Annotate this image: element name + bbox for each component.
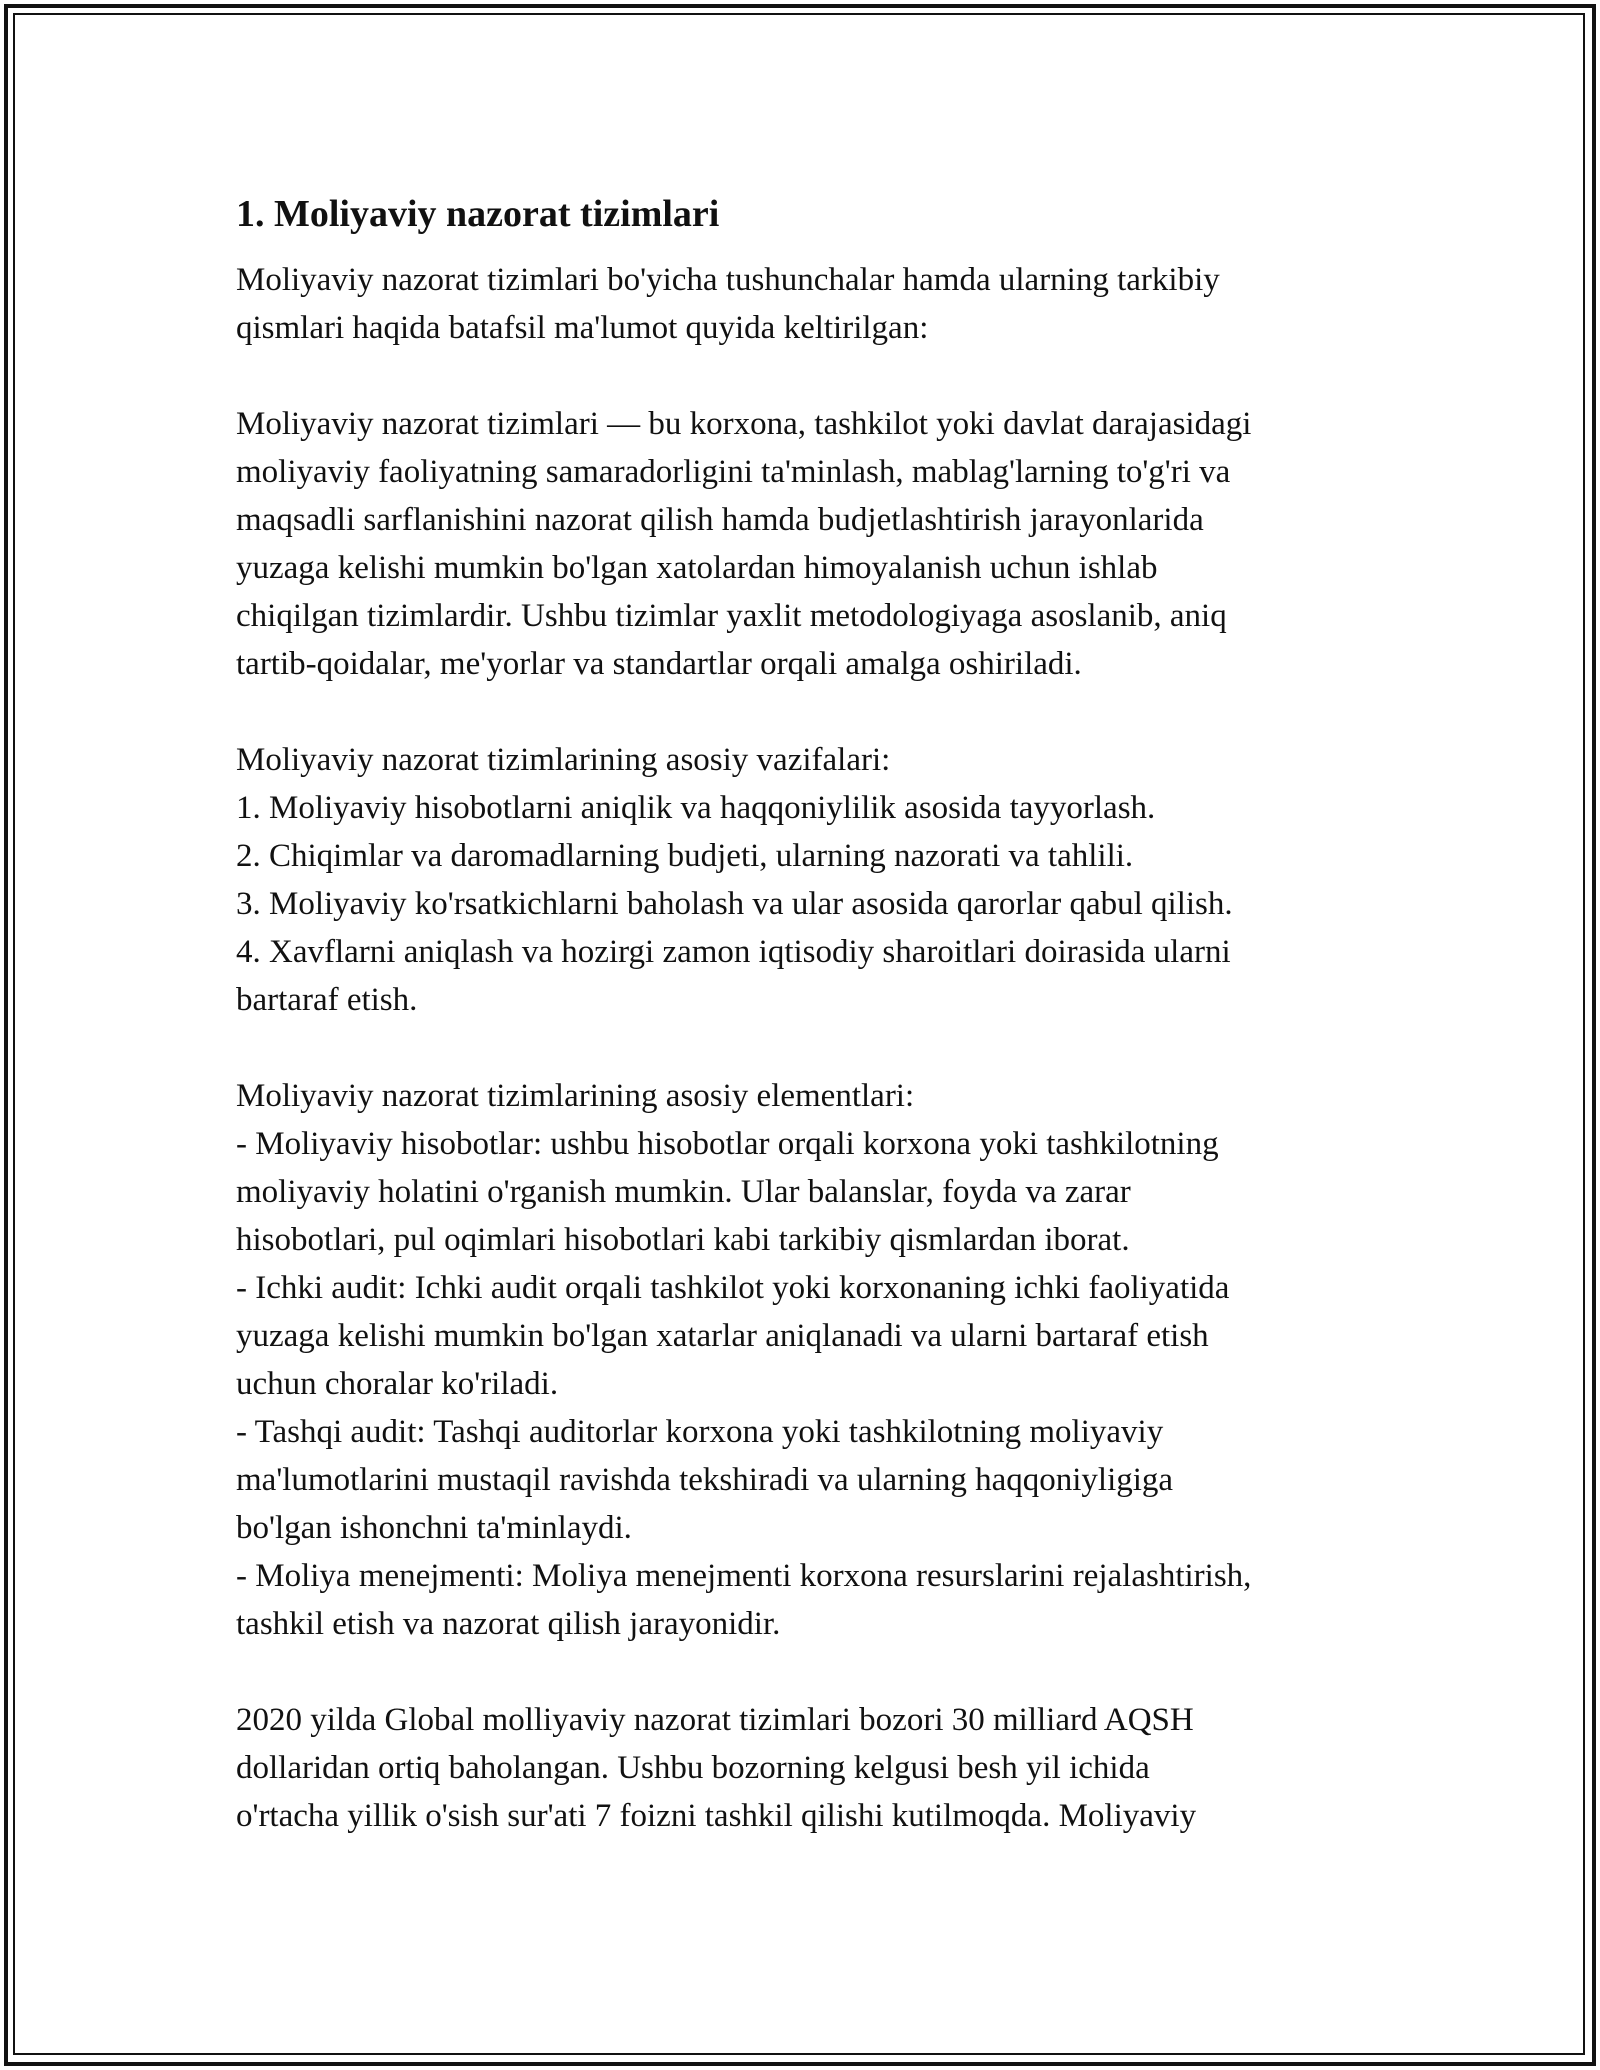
list-item: - Moliya menejmenti: Moliya menejmenti korxona resurslarini rejalashtirish, <box>236 1558 1252 1594</box>
text-line: maqsadli sarflanishini nazorat qilish hamda budjetlashtirish jarayonlarida <box>236 502 1204 538</box>
list-item: - Ichki audit: Ichki audit orqali tashkilot yoki korxonaning ichki faoliyatida <box>236 1270 1230 1306</box>
list-item: hisobotlari, pul oqimlari hisobotlari kabi tarkibiy qismlardan iborat. <box>236 1222 1130 1258</box>
text-line: qismlari haqida batafsil ma'lumot quyida keltirilgan: <box>236 310 929 346</box>
text-line: chiqilgan tizimlardir. Ushbu tizimlar yaxlit metodologiyaga asoslanib, aniq <box>236 598 1227 634</box>
definition-paragraph <box>236 400 1376 688</box>
text-line: o'rtacha yillik o'sish sur'ati 7 foizni tashkil qilishi kutilmoqda. Moliyaviy <box>236 1798 1197 1834</box>
tasks-list <box>236 736 1376 1024</box>
text-line: 2020 yilda Global molliyaviy nazorat tizimlari bozori 30 milliard AQSH <box>236 1702 1194 1738</box>
list-item: bartaraf etish. <box>236 982 418 1018</box>
text-line: tartib-qoidalar, me'yorlar va standartlar orqali amalga oshiriladi. <box>236 646 1082 682</box>
document-body <box>236 188 1376 1840</box>
list-item: - Tashqi audit: Tashqi auditorlar korxona yoki tashkilotning moliyaviy <box>236 1414 1164 1450</box>
paragraph-gap <box>236 1024 1376 1072</box>
market-paragraph <box>236 1696 1376 1840</box>
list-heading: Moliyaviy nazorat tizimlarining asosiy vazifalari: <box>236 742 891 778</box>
list-item: yuzaga kelishi mumkin bo'lgan xatarlar aniqlanadi va ularni bartaraf etish <box>236 1318 1209 1354</box>
paragraph-gap <box>236 1648 1376 1696</box>
text-line: dollaridan ortiq baholangan. Ushbu bozorning kelgusi besh yil ichida <box>236 1750 1150 1786</box>
intro-paragraph <box>236 256 1376 352</box>
list-item: - Moliyaviy hisobotlar: ushbu hisobotlar orqali korxona yoki tashkilotning <box>236 1126 1219 1162</box>
list-item: uchun choralar ko'riladi. <box>236 1366 559 1402</box>
section-title: 1. Moliyaviy nazorat tizimlari <box>236 193 720 235</box>
paragraph-gap <box>236 688 1376 736</box>
list-item: ma'lumotlarini mustaqil ravishda tekshiradi va ularning haqqoniyligiga <box>236 1462 1174 1498</box>
text-line: Moliyaviy nazorat tizimlari — bu korxona, tashkilot yoki davlat darajasidagi <box>236 406 1252 442</box>
list-item: 2. Chiqimlar va daromadlarning budjeti, ularning nazorati va tahlili. <box>236 838 1134 874</box>
list-item: tashkil etish va nazorat qilish jarayonidir. <box>236 1606 781 1642</box>
list-item: 4. Xavflarni aniqlash va hozirgi zamon iqtisodiy sharoitlari doirasida ularni <box>236 934 1231 970</box>
text-line: yuzaga kelishi mumkin bo'lgan xatolardan himoyalanish uchun ishlab <box>236 550 1158 586</box>
list-item: moliyaviy holatini o'rganish mumkin. Ular balanslar, foyda va zarar <box>236 1174 1131 1210</box>
text-line: Moliyaviy nazorat tizimlari bo'yicha tushunchalar hamda ularning tarkibiy <box>236 262 1220 298</box>
elements-list <box>236 1072 1376 1648</box>
paragraph-gap <box>236 352 1376 400</box>
list-item: 3. Moliyaviy ko'rsatkichlarni baholash va ular asosida qarorlar qabul qilish. <box>236 886 1233 922</box>
list-item: bo'lgan ishonchni ta'minlaydi. <box>236 1510 632 1546</box>
text-line: moliyaviy faoliyatning samaradorligini ta'minlash, mablag'larning to'g'ri va <box>236 454 1231 490</box>
list-heading: Moliyaviy nazorat tizimlarining asosiy elementlari: <box>236 1078 915 1114</box>
list-item: 1. Moliyaviy hisobotlarni aniqlik va haqqoniylilik asosida tayyorlash. <box>236 790 1156 826</box>
